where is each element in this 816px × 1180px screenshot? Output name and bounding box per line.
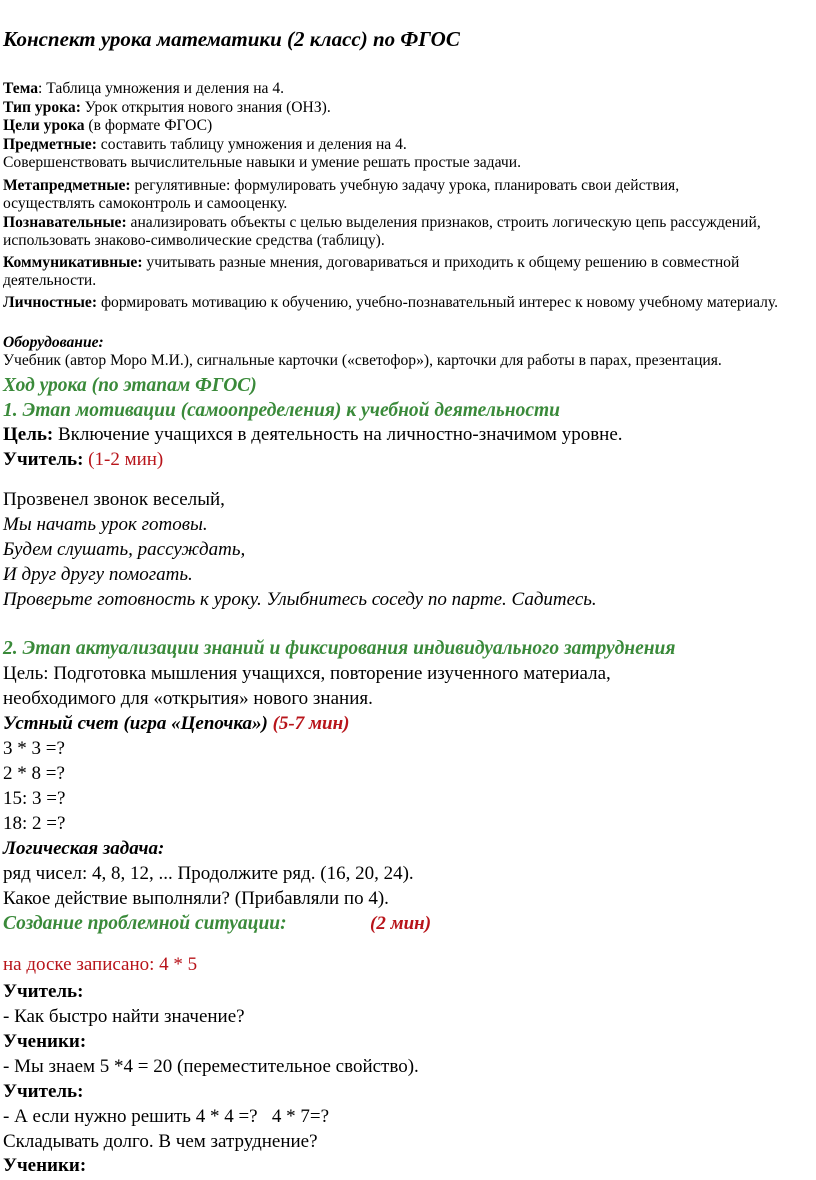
logic-task-line-2: Какое действие выполняли? (Прибавляли по 4). bbox=[3, 888, 389, 909]
stage1-goal bbox=[3, 424, 623, 446]
subject-text-2: Совершенствовать вычислительные навыки и умение решать простые задачи. bbox=[3, 153, 521, 171]
metasubject-label: Метапредметные: bbox=[3, 177, 131, 194]
poem-line-5: Проверьте готовность к уроку. Улыбнитесь соседу по парте. Садитесь. bbox=[3, 589, 597, 610]
personal-label: Личностные: bbox=[3, 294, 98, 311]
poem-line-3: Будем слушать, рассуждать, bbox=[3, 539, 246, 560]
example-1: 3 * 3 =? bbox=[3, 738, 65, 759]
stage1-goal-text: Включение учащихся в деятельность на личностно-значимом уровне. bbox=[53, 424, 623, 445]
dialog-speaker-1: Учитель: bbox=[3, 981, 84, 1002]
oral-count-label: Устный счет (игра «Цепочка») bbox=[3, 713, 268, 734]
dialog-text-3: - А если нужно решить 4 * 4 =? 4 * 7=? bbox=[3, 1106, 329, 1127]
type-text: Урок открытия нового знания (ОНЗ). bbox=[80, 98, 331, 116]
stage1-teacher-time: (1-2 мин) bbox=[83, 449, 164, 470]
example-3: 15: 3 =? bbox=[3, 788, 66, 809]
communicative-text: учитывать разные мнения, договариваться и приходить к общему решению в совместной деятельности. bbox=[3, 254, 740, 290]
board-text: на доске записано: 4 * 5 bbox=[3, 954, 198, 975]
meta-equipment bbox=[3, 334, 813, 371]
topic-label: Тема bbox=[3, 80, 39, 97]
document-title: Конспект урока математики (2 класс) по ФГОС bbox=[3, 27, 460, 51]
cognitive-label: Познавательные: bbox=[3, 214, 127, 231]
meta-communicative bbox=[3, 254, 815, 291]
meta-cognitive bbox=[3, 214, 773, 251]
poem-line-2: Мы начать урок готовы. bbox=[3, 514, 208, 535]
stage2-goal-line-2: необходимого для «открытия» нового знания. bbox=[3, 688, 373, 709]
meta-goals bbox=[3, 117, 813, 135]
stage1-goal-label: Цель: bbox=[3, 424, 54, 445]
meta-type bbox=[3, 99, 813, 117]
meta-subject bbox=[3, 136, 813, 173]
stage1-teacher bbox=[3, 449, 163, 471]
dialog-text-4: Складывать долго. В чем затруднение? bbox=[3, 1131, 318, 1152]
subject-text: составить таблицу умножения и деления на 4. bbox=[96, 135, 407, 153]
subject-label: Предметные: bbox=[3, 135, 97, 153]
meta-metasubject bbox=[3, 177, 773, 214]
stage2-heading: 2. Этап актуализации знаний и фиксирования индивидуального затруднения bbox=[3, 638, 676, 659]
course-heading: Ход урока (по этапам ФГОС) bbox=[3, 375, 257, 396]
oral-count-time: (5-7 мин) bbox=[267, 713, 350, 734]
goals-text: (в формате ФГОС) bbox=[84, 117, 213, 134]
stage1-heading: 1. Этап мотивации (самоопределения) к учебной деятельности bbox=[3, 400, 560, 421]
problem-label: Создание проблемной ситуации: bbox=[3, 913, 287, 934]
personal-text: формировать мотивацию к обучению, учебно-познавательный интерес к новому учебному материалу. bbox=[97, 294, 779, 311]
oral-count bbox=[3, 713, 349, 735]
equipment-label: Оборудование: bbox=[3, 334, 104, 351]
metasubject-text: регулятивные: формулировать учебную задачу урока, планировать свои действия, осуществлять самоконтроль и самооценку. bbox=[3, 177, 680, 213]
equipment-text: Учебник (автор Моро М.И.), сигнальные карточки («светофор»), карточки для работы в парах, презентация. bbox=[3, 352, 722, 370]
goals-label: Цели урока bbox=[3, 117, 85, 134]
poem-line-1: Прозвенел звонок веселый, bbox=[3, 489, 225, 510]
cognitive-text: анализировать объекты с целью выделения признаков, строить логическую цепь рассуждений, использовать знаково-символические средства (таблицу). bbox=[3, 214, 761, 250]
poem-line-4: И друг другу помогать. bbox=[3, 564, 193, 585]
example-4: 18: 2 =? bbox=[3, 813, 66, 834]
meta-topic bbox=[3, 80, 813, 98]
stage2-goal-line-1: Цель: Подготовка мышления учащихся, повторение изученного материала, bbox=[3, 663, 611, 684]
problem-time: (2 мин) bbox=[370, 913, 432, 934]
dialog-text-1: - Как быстро найти значение? bbox=[3, 1006, 245, 1027]
type-label: Тип урока: bbox=[3, 98, 81, 116]
topic-text: : Таблица умножения и деления на 4. bbox=[38, 80, 285, 97]
logic-task-line-1: ряд чисел: 4, 8, 12, ... Продолжите ряд. (16, 20, 24). bbox=[3, 863, 414, 884]
dialog-speaker-3: Учитель: bbox=[3, 1081, 84, 1102]
example-2: 2 * 8 =? bbox=[3, 763, 65, 784]
meta-personal bbox=[3, 294, 783, 312]
dialog-text-2: - Мы знаем 5 *4 = 20 (переместительное свойство). bbox=[3, 1056, 419, 1077]
stage1-teacher-label: Учитель: bbox=[3, 449, 84, 470]
dialog-speaker-5: Ученики: bbox=[3, 1155, 87, 1176]
logic-task-label: Логическая задача: bbox=[3, 838, 165, 859]
problem-situation bbox=[3, 913, 432, 935]
communicative-label: Коммуникативные: bbox=[3, 254, 143, 271]
dialog-speaker-2: Ученики: bbox=[3, 1031, 87, 1052]
